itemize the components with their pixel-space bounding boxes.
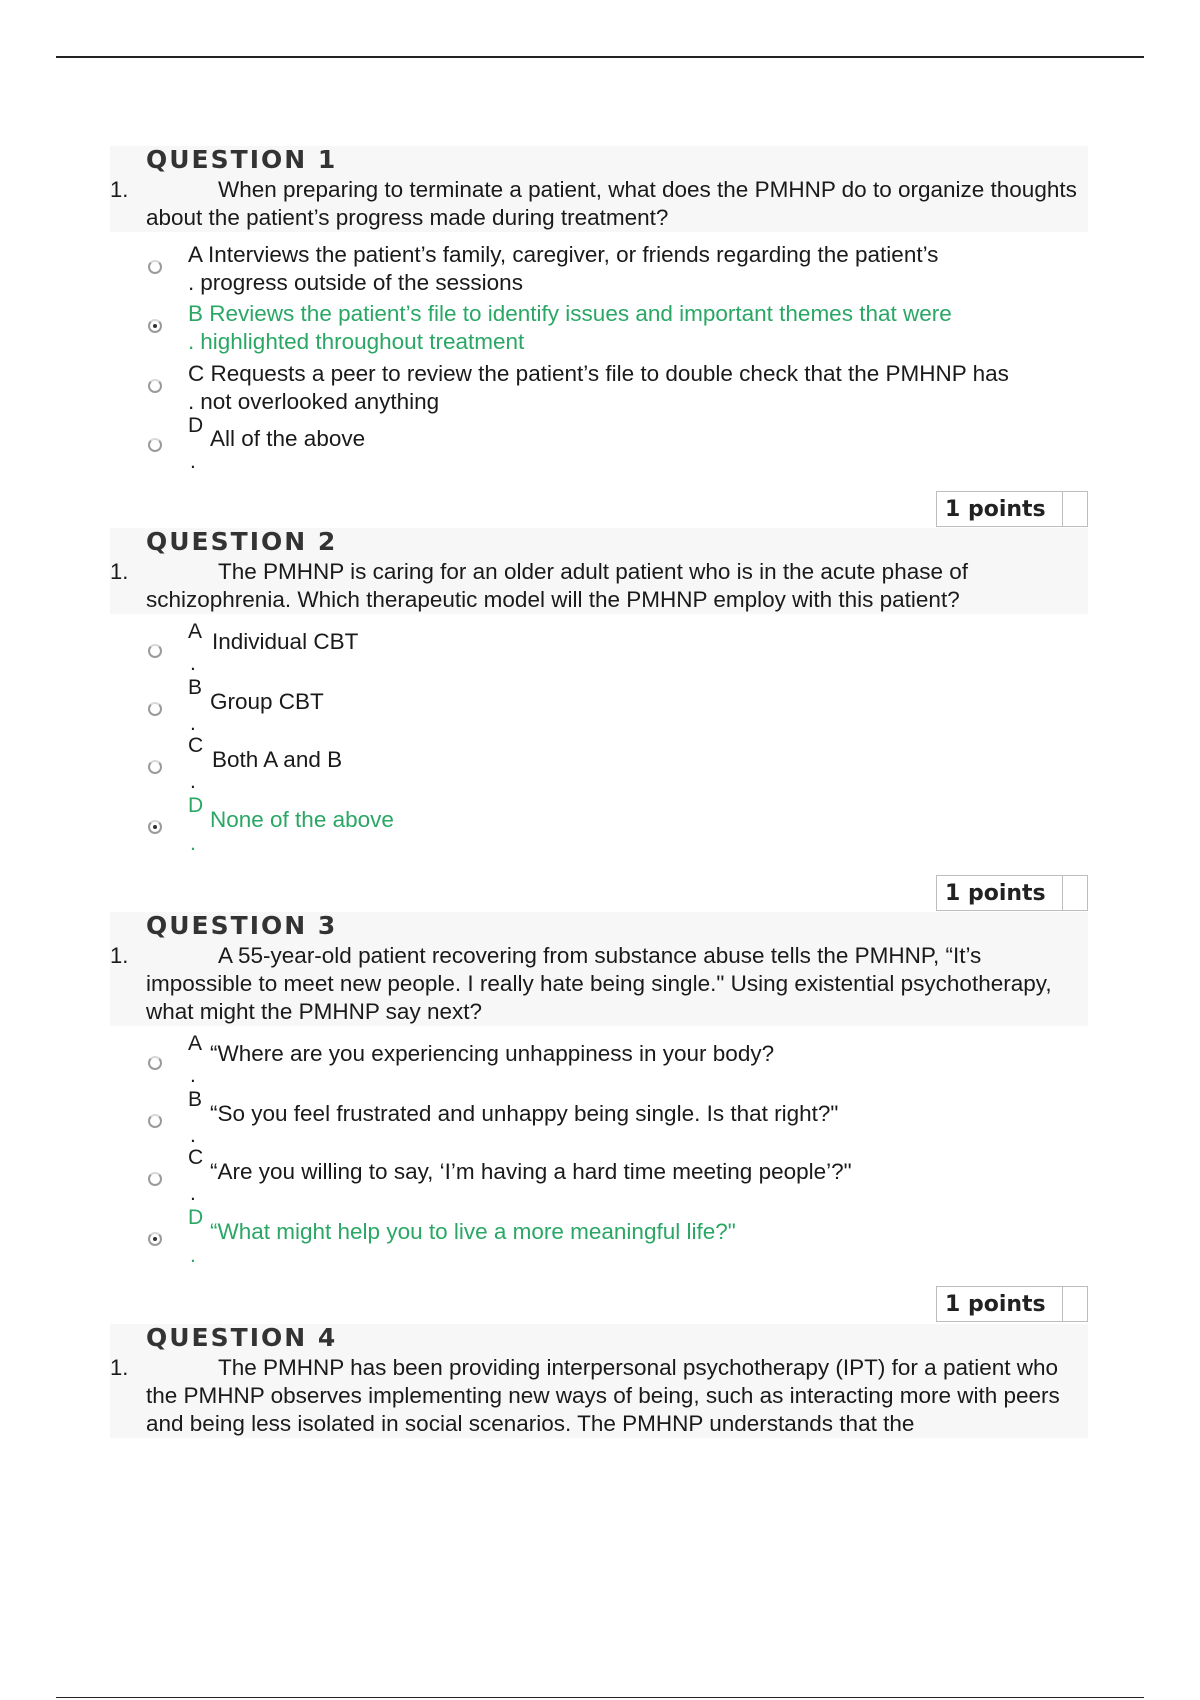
radio-button-selected[interactable] [148,1232,162,1246]
question-number: 1. [110,559,129,584]
q1-option-d[interactable]: D All of the above . [146,412,1086,472]
q3-option-a[interactable]: A “Where are you experiencing unhappiness in your body? . [146,1030,1086,1088]
radio-button[interactable] [148,1056,162,1070]
question-text: When preparing to terminate a patient, what does the PMHNP do to organize thoughts about the patient’s progress made during treatment? [146,177,1077,230]
question-text: The PMHNP has been providing interpersonal psychotherapy (IPT) for a patient who the PMHNP observes implementing new ways of being, such as interacting more with peers and being less isolated in social scenarios. The PMHNP understands that the [146,1355,1060,1436]
points-input[interactable] [1063,876,1087,910]
option-text-line2: highlighted throughout treatment [200,329,525,354]
radio-button[interactable] [148,1114,162,1128]
option-text-line2: not overlooked anything [200,389,440,414]
option-letter: B [188,301,204,326]
q3-option-d[interactable]: D “What might help you to live a more meaningful life?" . [146,1204,1086,1266]
question-number: 1. [110,1355,129,1380]
option-letter: D [188,794,204,817]
question-number: 1. [110,177,129,202]
option-letter: A [188,1032,203,1055]
points-box [936,491,1088,527]
option-text: Both A and B [212,747,343,772]
option-letter: D [188,1206,204,1229]
radio-button[interactable] [148,644,162,658]
option-text: Group CBT [210,689,324,714]
question-4-block [110,1324,1088,1438]
radio-button[interactable] [148,760,162,774]
radio-button-selected[interactable] [148,820,162,834]
question-title: QUESTION 1 [146,145,338,174]
points-box [936,1286,1088,1322]
q1-option-a[interactable]: A Interviews the patient’s family, caregiver, or friends regarding the patient’s . progress outside of the sessions [146,241,1086,297]
points-label: 1 points [937,876,1063,910]
radio-button[interactable] [148,260,162,274]
bottom-rule [56,1697,1144,1698]
radio-button[interactable] [148,438,162,452]
points-label: 1 points [937,492,1063,526]
question-3-block [110,912,1088,1026]
option-text-line2: progress outside of the sessions [200,270,523,295]
option-letter: C [188,734,204,757]
question-2-block [110,528,1088,614]
q3-option-c[interactable]: C “Are you willing to say, ‘I’m having a hard time meeting people’?" . [146,1144,1086,1202]
option-letter: A [188,242,202,267]
option-text: “What might help you to live a more meaningful life?" [210,1219,736,1244]
points-label: 1 points [937,1287,1063,1321]
top-rule [56,56,1144,58]
option-letter: A [188,620,203,643]
question-title: QUESTION 2 [146,527,338,556]
q2-option-b[interactable]: B Group CBT . [146,674,1086,732]
points-box [936,875,1088,911]
q2-option-d[interactable]: D None of the above . [146,792,1086,854]
option-text: All of the above [210,426,366,451]
option-text: “Where are you experiencing unhappiness in your body? [210,1041,775,1066]
question-1-block [110,146,1088,232]
option-text: “Are you willing to say, ‘I’m having a hard time meeting people’?" [210,1159,852,1184]
radio-button-selected[interactable] [148,319,162,333]
option-letter: B [188,1088,203,1111]
q3-option-b[interactable]: B “So you feel frustrated and unhappy being single. Is that right?" . [146,1086,1086,1144]
option-text: “So you feel frustrated and unhappy being single. Is that right?" [210,1101,839,1126]
q1-option-c[interactable]: C Requests a peer to review the patient’s file to double check that the PMHNP has . not overlooked anything [146,360,1086,416]
option-text-line1: Requests a peer to review the patient’s file to double check that the PMHNP has [210,361,1009,386]
option-letter: C [188,361,205,386]
option-letter: D [188,414,204,437]
q2-option-a[interactable]: A Individual CBT . [146,618,1086,676]
option-letter: C [188,1146,204,1169]
option-text: Individual CBT [212,629,359,654]
option-text-line1: Interviews the patient’s family, caregiver, or friends regarding the patient’s [208,242,939,267]
question-title: QUESTION 4 [146,1323,338,1352]
q2-option-c[interactable]: C Both A and B . [146,732,1086,790]
question-number: 1. [110,943,129,968]
points-input[interactable] [1063,492,1087,526]
option-text: None of the above [210,807,394,832]
radio-button[interactable] [148,379,162,393]
option-letter: B [188,676,203,699]
question-title: QUESTION 3 [146,911,338,940]
points-input[interactable] [1063,1287,1087,1321]
radio-button[interactable] [148,1172,162,1186]
option-text-line1: Reviews the patient’s file to identify issues and important themes that were [209,301,952,326]
q1-option-b[interactable]: B Reviews the patient’s file to identify issues and important themes that were . highlighted throughout treatment [146,300,1086,356]
radio-button[interactable] [148,702,162,716]
question-text: A 55-year-old patient recovering from substance abuse tells the PMHNP, “It’s impossible to meet new people. I really hate being single." Using existential psychotherapy, what might the PMHNP say next? [146,943,1052,1024]
question-text: The PMHNP is caring for an older adult patient who is in the acute phase of schizophrenia. Which therapeutic model will the PMHNP employ with this patient? [146,559,969,612]
